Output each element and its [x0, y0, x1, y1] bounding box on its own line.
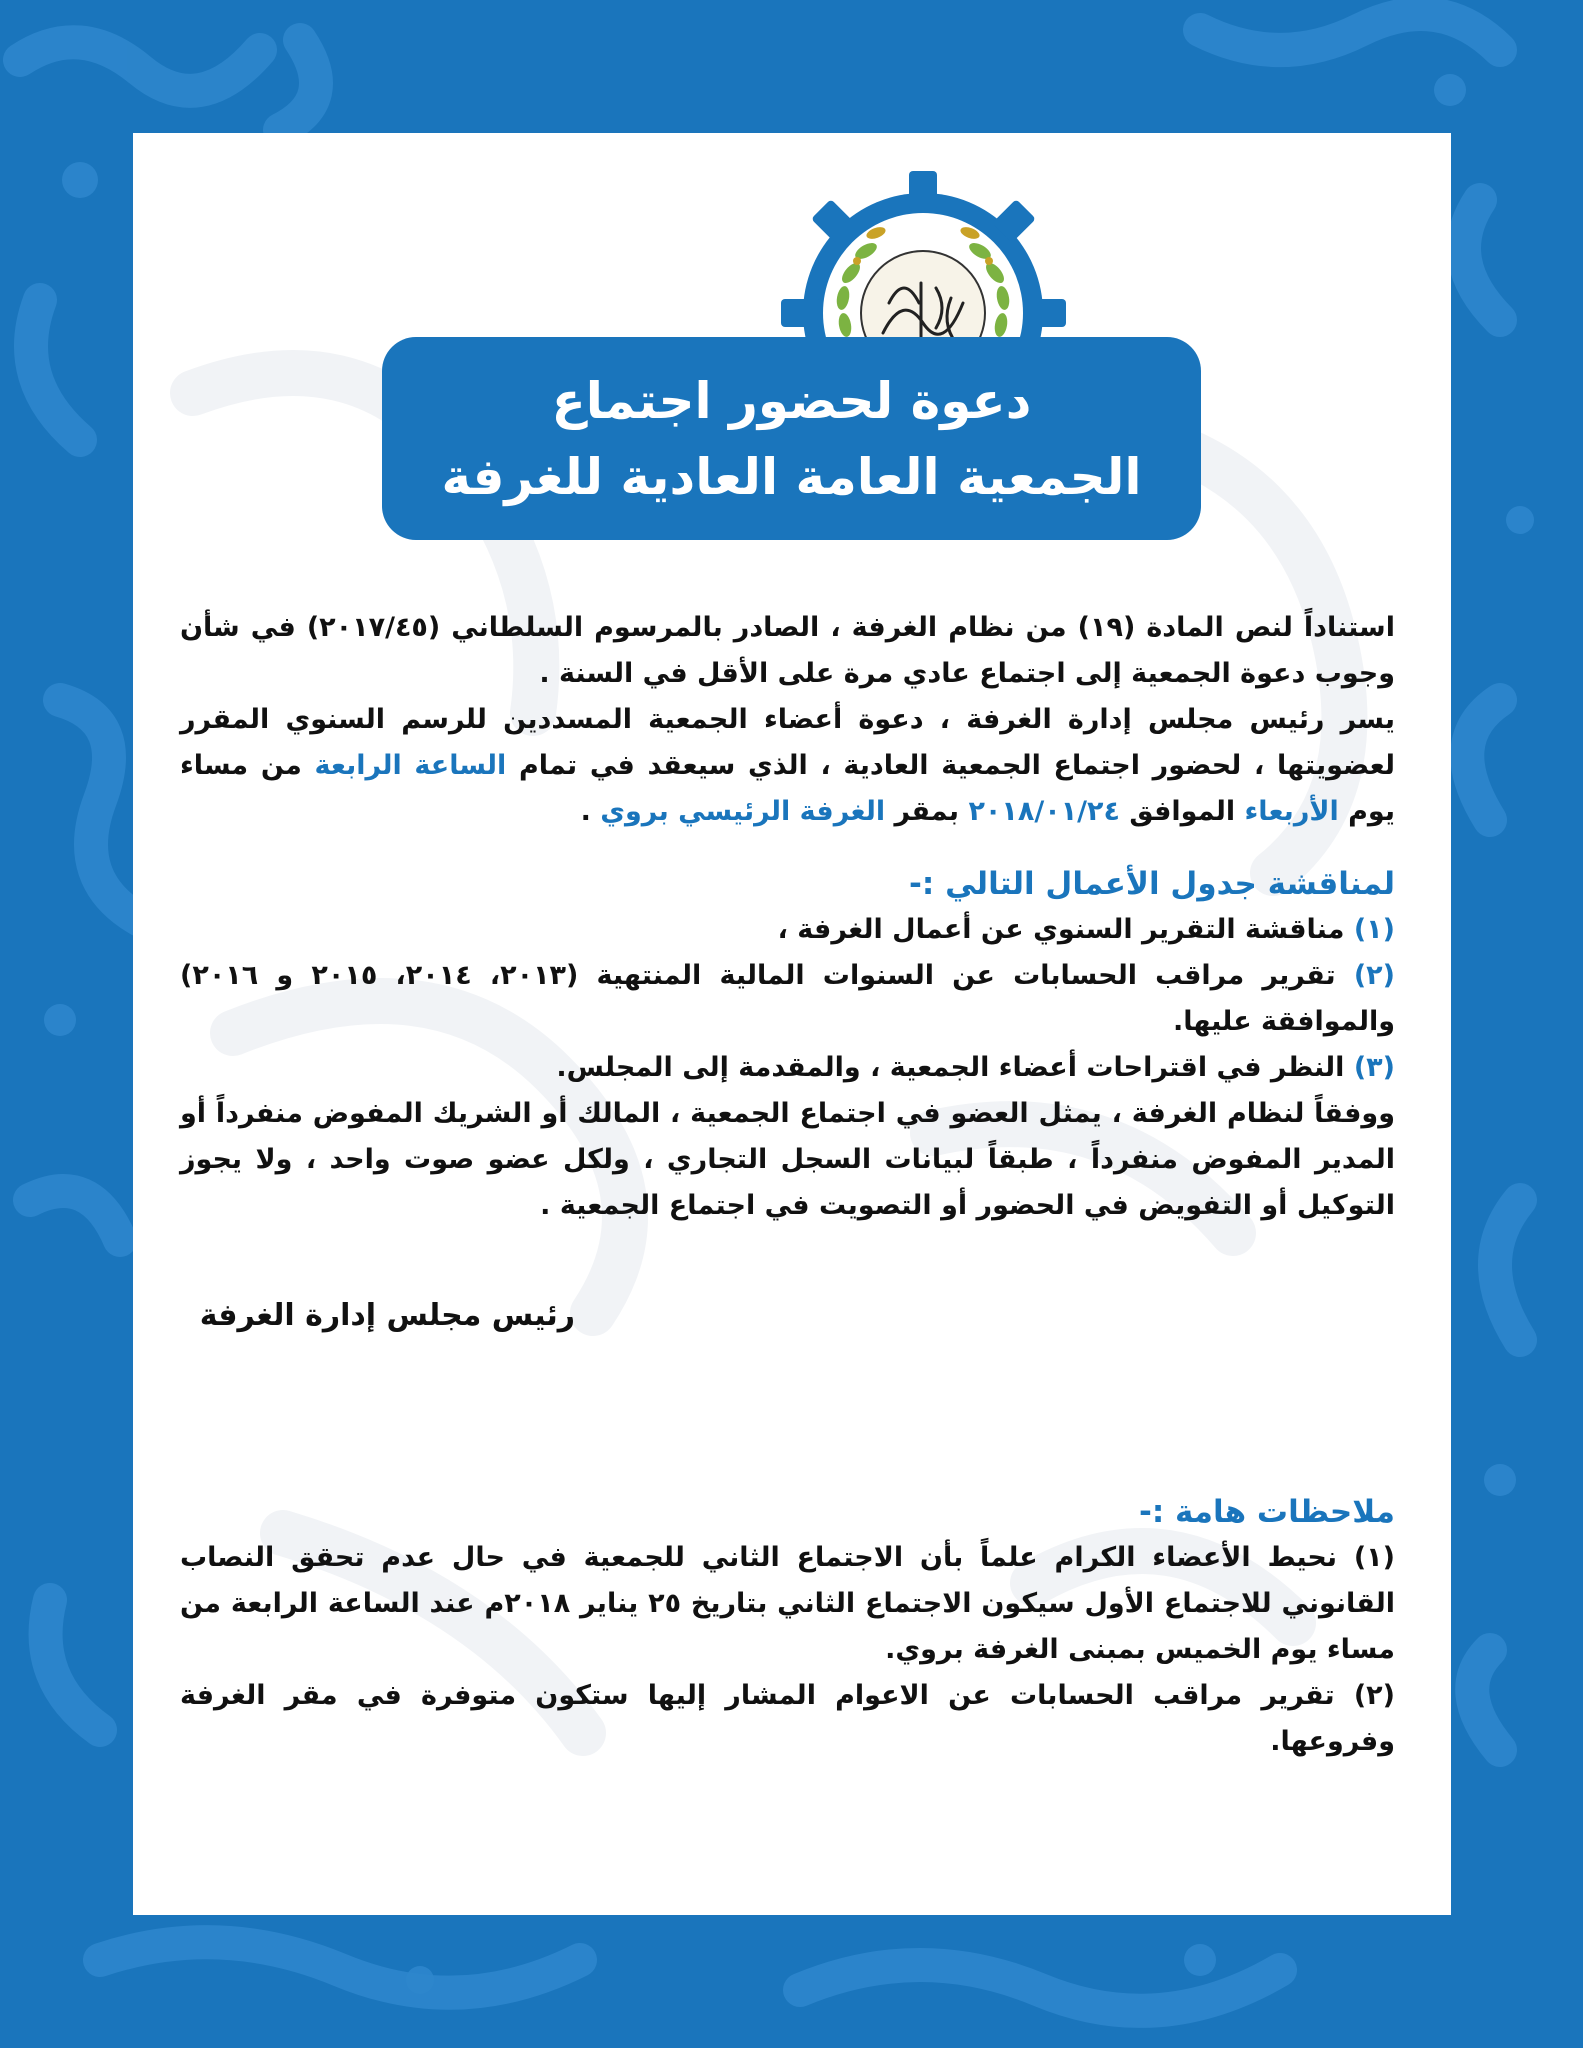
- agenda-item-number: (٣): [1353, 1052, 1395, 1083]
- meeting-day: الأربعاء: [1244, 796, 1339, 827]
- meeting-date: ٢٠١٨/٠١/٢٤: [968, 796, 1120, 827]
- intro-text: بمقر: [885, 796, 969, 827]
- agenda-item-text: مناقشة التقرير السنوي عن أعمال الغرفة ،: [777, 914, 1354, 945]
- representation-rules: ووفقاً لنظام الغرفة ، يمثل العضو في اجتماع الجمعية ، المالك أو الشريك المفوض منفرداً أو المدير المفوض منفرداً ، طبقاً لبيانات السجل التجاري ، ولكل عضو صوت واحد ، ولا يجوز التوكيل أو التفويض في الحضور أو التصويت في اجتماع الجمعية .: [180, 1098, 1395, 1221]
- note-item-number: (١): [1353, 1542, 1395, 1573]
- intro-text: .: [580, 796, 601, 827]
- meeting-place: الغرفة الرئيسي بروي: [600, 796, 886, 827]
- agenda-item: [180, 1045, 1395, 1091]
- title-line-2: الجمعية العامة العادية للغرفة: [441, 447, 1142, 506]
- agenda-item-text: النظر في اقتراحات أعضاء الجمعية ، والمقدمة إلى المجلس.: [556, 1052, 1354, 1083]
- intro-paragraph-1: استناداً لنص المادة (١٩) من نظام الغرفة ، الصادر بالمرسوم السلطاني (٢٠١٧/٤٥) في شأن وجوب دعوة الجمعية إلى اجتماع عادي مرة على الأقل في السنة .: [180, 612, 1395, 689]
- intro-text: الموافق: [1120, 796, 1245, 827]
- signature-chairman: رئيس مجلس إدارة الغرفة: [199, 1298, 575, 1333]
- note-item-text: نحيط الأعضاء الكرام علماً بأن الاجتماع الثاني للجمعية في حال عدم تحقق النصاب القانوني للاجتماع الأول سيكون الاجتماع الثاني بتاريخ ٢٥ يناير ٢٠١٨م عند الساعة الرابعة من مساء يوم الخميس بمبنى الغرفة بروي.: [180, 1542, 1396, 1665]
- agenda-item-number: (١): [1353, 914, 1395, 945]
- invitation-title-banner: [382, 337, 1201, 540]
- intro-text: يسر رئيس مجلس إدارة الغرفة ، دعوة أعضاء الجمعية المسددين للرسم السنوي المقرر لعضويتها ، لحضور اجتماع الجمعية العادية ، الذي سيعقد في تمام: [180, 704, 1395, 781]
- invitation-body: [180, 605, 1395, 1765]
- intro-paragraph-2: [180, 697, 1395, 835]
- note-item: [180, 1535, 1395, 1673]
- agenda-item-text: تقرير مراقب الحسابات عن السنوات المالية المنتهية (٢٠١٣، ٢٠١٤، ٢٠١٥ و ٢٠١٦) والموافقة عليها.: [180, 960, 1395, 1037]
- agenda-heading: لمناقشة جدول الأعمال التالي :-: [909, 866, 1395, 902]
- agenda-item: [180, 907, 1395, 953]
- note-item-number: (٢): [1353, 1680, 1395, 1711]
- notes-heading: ملاحظات هامة :-: [1138, 1494, 1395, 1530]
- agenda-item: [180, 953, 1395, 1045]
- note-item-text: تقرير مراقب الحسابات عن الاعوام المشار إليها ستكون متوفرة في مقر الغرفة وفروعها.: [180, 1680, 1395, 1757]
- intro-text: من مساء يوم: [180, 750, 1395, 827]
- note-item: [180, 1673, 1395, 1765]
- meeting-time: الساعة الرابعة: [314, 750, 507, 781]
- title-line-1: دعوة لحضور اجتماع: [551, 371, 1032, 430]
- agenda-item-number: (٢): [1353, 960, 1395, 991]
